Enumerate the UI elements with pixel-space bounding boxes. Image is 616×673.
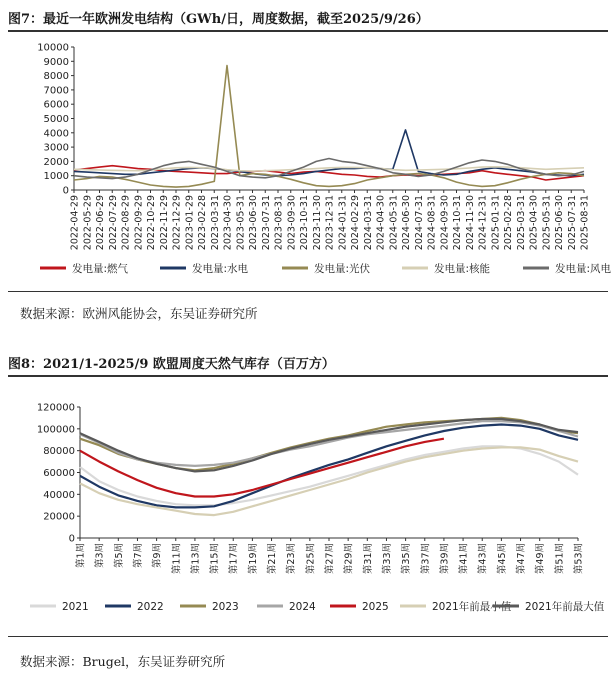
chart1-y-tick-label: 0 (62, 185, 69, 197)
chart1-x-tick-label: 2024-03-31 (362, 195, 374, 251)
chart2-x-tick-label: 第7周 (132, 543, 144, 569)
chart2-legend-label: 2025 (362, 601, 389, 613)
chart2-x-tick-label: 第23周 (286, 543, 298, 575)
chart2-legend-label: 2022 (137, 601, 164, 613)
chart1-x-tick-label: 2025-04-30 (528, 195, 540, 251)
chart1-y-tick-label: 6000 (43, 99, 69, 111)
chart2-x-tick-label: 第35周 (401, 543, 413, 575)
chart2-x-tick-label: 第39周 (439, 543, 451, 575)
chart1-x-tick-label: 2023-04-30 (222, 195, 234, 251)
chart1-x-tick-label: 2025-03-31 (515, 195, 527, 251)
chart2-x-tick-label: 第9周 (152, 543, 164, 569)
chart1-x-tick-label: 2024-11-30 (464, 195, 476, 251)
chart2-x-tick-label: 第13周 (190, 543, 202, 575)
chart2-x-tick-label: 第31周 (362, 543, 374, 575)
chart2-x-tick-label: 第49周 (535, 543, 547, 575)
chart2-x-tick-label: 第3周 (94, 543, 106, 569)
chart2-y-tick-label: 20000 (43, 511, 75, 523)
chart1-x-tick-label: 2023-02-28 (197, 195, 208, 251)
chart1-x-tick-label: 2025-07-31 (566, 195, 578, 251)
chart1-x-tick-label: 2023-12-31 (324, 195, 336, 251)
chart1-legend-label: 发电量:光伏 (314, 263, 371, 275)
chart2-legend-label: 2024 (289, 601, 316, 613)
chart1-x-tick-label: 2024-07-31 (413, 195, 425, 251)
chart2-x-tick-label: 第37周 (420, 543, 432, 575)
chart2-series-line-6 (80, 419, 578, 471)
chart2-x-tick-label: 第41周 (458, 543, 470, 575)
chart1-x-tick-label: 2023-05-31 (235, 195, 247, 251)
chart1-x-tick-label: 2024-08-31 (426, 195, 438, 251)
chart2-x-tick-label: 第45周 (496, 543, 508, 575)
chart1-x-tick-label: 2022-08-29 (120, 195, 132, 251)
chart1-x-tick-label: 2023-10-31 (299, 195, 310, 251)
chart1-x-tick-label: 2022-07-29 (107, 195, 119, 251)
chart1-x-tick-label: 2024-04-30 (375, 195, 387, 251)
chart2-x-tick-label: 第25周 (305, 543, 317, 575)
chart2-x-tick-label: 第29周 (343, 543, 355, 575)
chart1-y-tick-label: 3000 (43, 142, 69, 154)
chart1-x-tick-label: 2023-09-30 (286, 195, 298, 251)
chart1-y-tick-label: 8000 (43, 71, 69, 83)
chart2-series-line-3 (80, 421, 578, 466)
chart1-x-tick-label: 2025-08-31 (579, 195, 591, 251)
chart1-legend-label: 发电量:水电 (192, 263, 249, 275)
chart1-bottom-rule (8, 291, 608, 292)
chart1-x-tick-label: 2024-10-31 (452, 195, 463, 251)
chart1-top-rule (8, 30, 608, 32)
chart1-legend-label: 发电量:风电 (555, 263, 612, 275)
chart1-x-tick-label: 2022-09-29 (133, 195, 145, 251)
chart1-title: 图7：最近一年欧洲发电结构（GWh/日，周度数据，截至2025/9/26） (8, 12, 429, 27)
chart2-source: 数据来源：Brugel，东吴证券研究所 (20, 654, 226, 669)
chart2-x-tick-label: 第33周 (381, 543, 393, 575)
chart1-x-tick-label: 2023-08-31 (273, 195, 285, 251)
chart2-top-rule (8, 375, 608, 377)
chart2-x-tick-label: 第17周 (228, 543, 240, 575)
chart1-x-tick-label: 2024-02-29 (350, 195, 361, 251)
chart1-y-tick-label: 1000 (43, 171, 69, 183)
chart2-x-tick-label: 第1周 (75, 543, 87, 569)
chart2-x-tick-label: 第19周 (247, 543, 259, 575)
chart1-x-tick-label: 2022-06-29 (95, 195, 106, 251)
chart1-y-tick-label: 2000 (43, 156, 69, 168)
chart2-legend-label: 2021年前最小值 (432, 601, 512, 613)
chart1-y-tick-label: 10000 (37, 42, 69, 54)
chart2-series-line-0 (80, 446, 578, 505)
chart2-legend-label: 2023 (212, 601, 239, 613)
chart1-x-tick-label: 2022-11-29 (158, 195, 170, 251)
chart1-y-tick-label: 7000 (43, 85, 69, 97)
chart1-x-tick-label: 2023-03-31 (209, 195, 221, 251)
chart2-legend-label: 2021年前最大值 (525, 601, 605, 613)
chart2-x-tick-label: 第5周 (113, 543, 125, 569)
chart1-x-tick-label: 2025-06-30 (554, 195, 565, 251)
chart2-y-tick-label: 100000 (36, 424, 75, 436)
chart2-series-line-1 (80, 425, 578, 508)
chart2-y-tick-label: 40000 (43, 489, 75, 501)
chart2-x-tick-label: 第51周 (554, 543, 566, 575)
chart1-x-tick-label: 2024-06-30 (401, 195, 412, 251)
chart1-x-tick-label: 2025-01-31 (490, 195, 502, 251)
chart1-x-tick-label: 2025-02-28 (503, 195, 514, 251)
chart1-x-tick-label: 2022-10-29 (146, 195, 157, 251)
chart1-x-tick-label: 2022-05-29 (82, 195, 94, 251)
chart2-y-tick-label: 80000 (43, 446, 75, 458)
chart1-y-tick-label: 4000 (43, 128, 69, 140)
chart1-x-tick-label: 2024-05-31 (388, 195, 400, 251)
chart2-x-tick-label: 第21周 (267, 543, 279, 575)
chart1-y-tick-label: 9000 (43, 56, 69, 68)
chart1-x-tick-label: 2025-05-31 (541, 195, 553, 251)
chart1-x-tick-label: 2024-09-30 (439, 195, 451, 251)
chart2-legend-label: 2021 (62, 601, 89, 613)
chart1-plot (0, 35, 616, 290)
chart1-x-tick-label: 2023-07-31 (260, 195, 272, 251)
chart2-x-tick-label: 第15周 (209, 543, 221, 575)
chart2-bottom-rule (8, 636, 608, 637)
chart1-x-tick-label: 2022-04-29 (69, 195, 81, 251)
chart1-x-tick-label: 2023-01-29 (184, 195, 196, 251)
chart1-x-tick-label: 2022-12-29 (171, 195, 183, 251)
chart1-source: 数据来源：欧洲风能协会，东吴证券研究所 (20, 306, 258, 321)
chart2-x-tick-label: 第47周 (516, 543, 528, 575)
chart1-x-tick-label: 2023-11-30 (311, 195, 323, 251)
chart2-x-tick-label: 第43周 (477, 543, 489, 575)
chart1-x-tick-label: 2024-01-31 (337, 195, 349, 251)
chart2-plot (0, 380, 616, 635)
chart1-y-tick-label: 5000 (43, 114, 69, 125)
chart1-legend-label: 发电量:核能 (434, 263, 491, 275)
chart2-title: 图8：2021/1-2025/9 欧盟周度天然气库存（百万方） (8, 357, 335, 372)
chart2-x-tick-label: 第27周 (324, 543, 336, 575)
chart1-legend-label: 发电量:燃气 (72, 263, 129, 275)
chart2-x-tick-label: 第53周 (573, 543, 585, 575)
chart1-x-tick-label: 2024-12-31 (477, 195, 489, 251)
chart2-x-tick-label: 第11周 (171, 543, 183, 575)
chart2-y-tick-label: 60000 (43, 468, 75, 479)
chart1-x-tick-label: 2023-06-30 (248, 195, 259, 251)
chart2-y-tick-label: 0 (68, 533, 75, 545)
chart2-series-line-4 (80, 439, 444, 497)
chart2-y-tick-label: 120000 (36, 402, 75, 414)
